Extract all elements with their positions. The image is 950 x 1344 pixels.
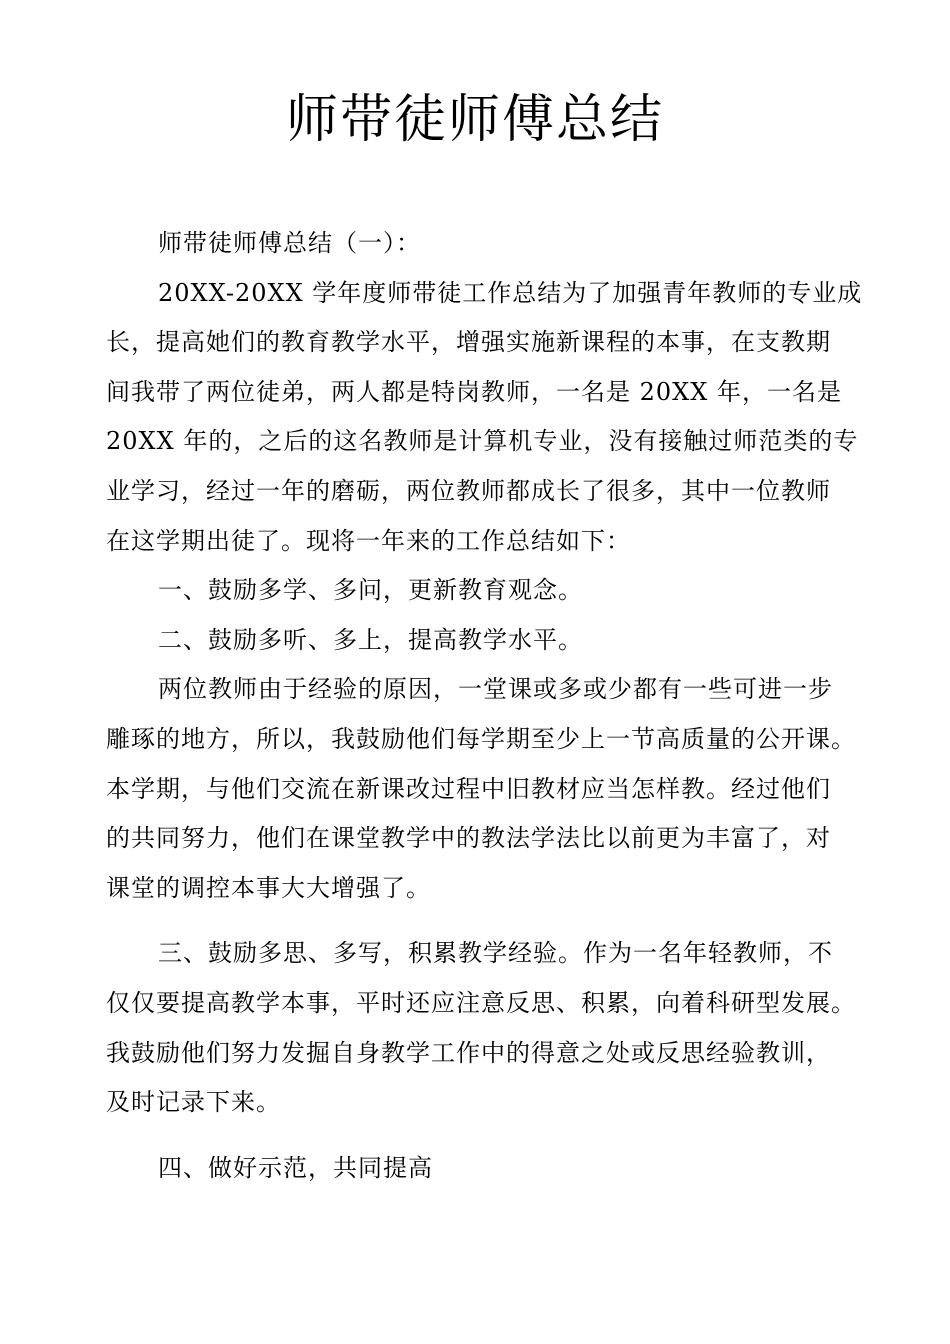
paragraph-line: 的共同努力，他们在课堂教学中的教法学法比以前更为丰富了，对 — [106, 824, 831, 853]
paragraph-line: 20XX-20XX 学年度师带徒工作总结为了加强青年教师的专业成 — [158, 278, 863, 307]
section-heading: 师带徒师傅总结（一）： — [158, 229, 421, 257]
paragraph-line: 间我带了两位徒弟，两人都是特岗教师，一名是 20XX 年，一名是 — [106, 377, 842, 406]
paragraph-line: 在这学期出徒了。现将一年来的工作总结如下： — [106, 526, 631, 555]
paragraph-line: 课堂的调控本事大大增强了。 — [106, 873, 431, 902]
paragraph-gap — [106, 1128, 854, 1144]
paragraph-line: 长，提高她们的教育教学水平，增强实施新课程的本事，在支教期 — [106, 328, 831, 357]
paragraph-gap — [106, 913, 854, 929]
list-item: 三、鼓励多思、多写，积累教学经验。作为一名年轻教师，不 — [158, 939, 833, 968]
paragraph-line: 业学习，经过一年的磨砺，两位教师都成长了很多，其中一位教师 — [106, 476, 831, 505]
document-title: 师带徒师傅总结 — [285, 90, 664, 150]
paragraph-line: 雕琢的地方，所以，我鼓励他们每学期至少上一节高质量的公开课。 — [106, 724, 856, 753]
paragraph-line: 两位教师由于经验的原因，一堂课或多或少都有一些可进一步 — [158, 675, 833, 704]
document-body — [106, 219, 863, 1193]
paragraph-line: 本学期，与他们交流在新课改过程中旧教材应当怎样教。经过他们 — [106, 774, 831, 803]
list-item: 四、做好示范，共同提高 — [158, 1153, 433, 1182]
paragraph-line: 仅仅要提高教学本事，平时还应注意反思、积累，向着科研型发展。 — [106, 988, 856, 1017]
paragraph-line: 20XX 年的，之后的这名教师是计算机专业，没有接触过师范类的专 — [106, 427, 859, 456]
list-item: 二、鼓励多听、多上，提高教学水平。 — [158, 625, 583, 654]
paragraph-line: 及时记录下来。 — [106, 1088, 281, 1117]
list-item: 一、鼓励多学、多问，更新教育观念。 — [158, 576, 583, 605]
paragraph-line: 我鼓励他们努力发掘自身教学工作中的得意之处或反思经验教训， — [106, 1038, 831, 1067]
